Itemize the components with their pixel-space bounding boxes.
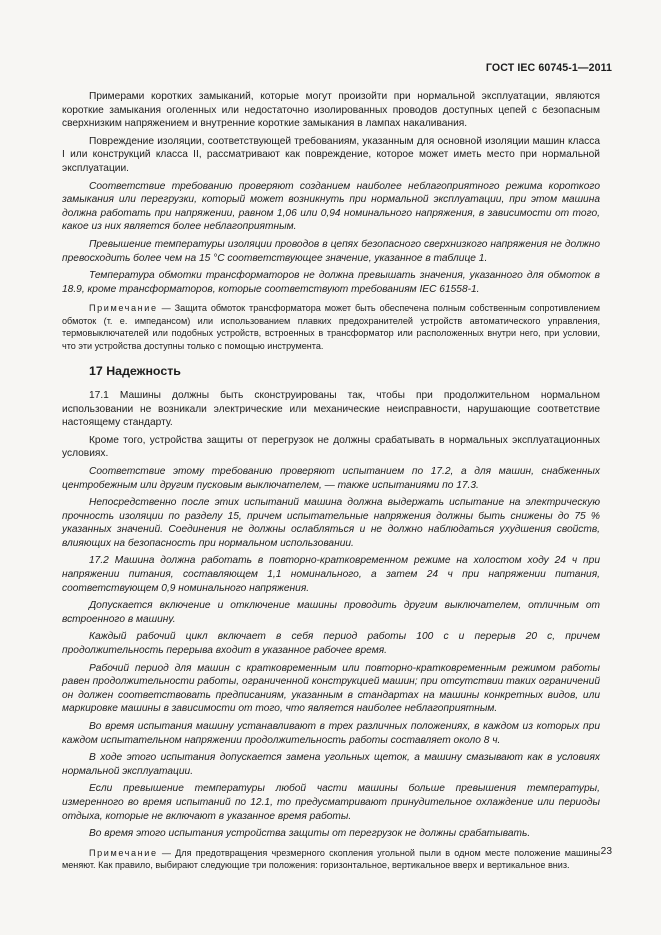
- paragraph-compliance-check: Соответствие требованию проверяют созданием наиболее неблагоприятного режима короткого замыкания или перегрузки, который может возникнуть при нормальной эксплуатации, при этом машина должна работать при напряжении, равном 1,06 или 0,94 номинального напряжения, в зависимости от того, какое из них является более неблагоприятным.: [62, 180, 600, 233]
- paragraph-compliance-17-2: Соответствие этому требованию проверяют испытанием по 17.2, а для машин, снабженных центробежным или другим пусковым выключателем, — также испытаниями по 17.3.: [62, 465, 600, 491]
- note-transformer-protection: [62, 302, 600, 352]
- paragraph-switching: Допускается включение и отключение машины проводить другим выключателем, отличным от встроенного в машину.: [62, 600, 600, 625]
- paragraph-overload-protection: Кроме того, устройства защиты от перегрузок не должны срабатывать в нормальных эксплуатационных условиях.: [62, 434, 600, 460]
- paragraph-no-trip: Во время этого испытания устройства защиты от перегрузок не должны срабатывать.: [89, 828, 531, 840]
- note-text: — Защита обмоток трансформатора может быть обеспечена полным собственным сопротивлением обмоток (т. е. импедансом) или использованием плавких предохранителей устройств автоматического управления, термовыключателей или подобных устройств, встроенных в трансформатор или расположенных внутри него, при условии, что эти устройства доступны только с помощью инструмента.: [62, 303, 600, 351]
- paragraph-short-circuit-examples: Примерами коротких замыканий, которые могут произойти при нормальной эксплуатации, являются короткие замыкания оголенных или недостаточно изолированных проводов доступных цепей с безопасным сверхнизким напряжением и внутренние короткие замыкания в лампах накаливания.: [62, 91, 600, 130]
- paragraph-temperature-rise: Превышение температуры изоляции проводов в цепях безопасного сверхнизкого напряжения не должно превосходить более чем на 15 °С соответствующее значение, указанное в таблице 1.: [62, 238, 600, 264]
- paragraph-17-1: 17.1 Машины должны быть сконструированы так, чтобы при продолжительном нормальном использовании не возникали электрические или механические неисправности, нарушающие соответствие настоящему стандарту.: [62, 389, 600, 429]
- paragraph-17-2: 17.2 Машина должна работать в повторно-кратковременном режиме на холостом ходу 24 ч при напряжении питания, составляющем 1,1 номинального, а затем 24 ч при напряжении питания, соответствующем 0,9 номинального напряжения.: [62, 555, 600, 594]
- paragraph-work-cycle: Каждый рабочий цикл включает в себя период работы 100 с и перерыв 20 с, причем продолжительность перерыва входит в указанное рабочее время.: [62, 631, 600, 657]
- note-label: Примечание: [89, 303, 158, 314]
- paragraph-cooling: Если превышение температуры любой части машины больше превышения температуры, измеренного во время испытаний по 12.1, то предусматривают принудительное охлаждение или периоды отдыха, которые не включают в указанное время работы.: [62, 783, 600, 822]
- paragraph-positions: Во время испытания машину устанавливают в трех различных положениях, в каждом из которых при каждом испытательном напряжении продолжительность работы составляет около 8 ч.: [62, 721, 600, 746]
- paragraph-insulation-damage: Повреждение изоляции, соответствующей требованиям, указанным для основной изоляции машин класса I или конструкций класса II, рассматривают как повреждение, которое может иметь место при нормальной эксплуатации.: [62, 135, 600, 174]
- note-label: Примечание: [89, 847, 158, 858]
- note-text: — Для предотвращения чрезмерного скопления угольной пыли в одном месте положение машины меняют. Как правило, выбирают следующие три положения: горизонтальное, вертикальное вверх и вертикальное вниз.: [62, 847, 600, 871]
- paragraph-dielectric-strength: Непосредственно после этих испытаний машина должна выдержать испытание на электрическую прочность изоляции по разделу 15, причем испытательные напряжения должны быть снижены до 75 % указанных значений. Соединения не должны ослабляться и не должно наблюдаться ухудшения свойств, влияющих на безопасность при нормальном использовании.: [62, 497, 600, 549]
- paragraph-brush-replacement: В ходе этого испытания допускается замена угольных щеток, а машину смазывают как в условиях нормальной эксплуатации.: [62, 752, 600, 777]
- paragraph-transformer-temperature: Температура обмотки трансформаторов не должна превышать значения, указанного для обмоток в 18.9, кроме трансформаторов, которые соответствуют требованиям IEC 61558-1.: [62, 270, 600, 295]
- page-number: 23: [600, 846, 612, 857]
- document-body: [62, 90, 600, 880]
- document-id-header: ГОСТ IEC 60745-1—2011: [485, 62, 612, 74]
- note-machine-positions: [62, 847, 600, 872]
- paragraph-work-period: Рабочий период для машин с кратковременным или повторно-кратковременным режимом работы равен продолжительности работы, ограниченной конструкцией машин; при отсутствии таких ограничений он должен соответствовать предписаниям, указанным в стандартах на машины конкретных видов, или маркировке машины в зависимости от того, что является наиболее неблагоприятным.: [62, 662, 600, 715]
- section-heading-reliability: 17 Надежность: [89, 363, 181, 378]
